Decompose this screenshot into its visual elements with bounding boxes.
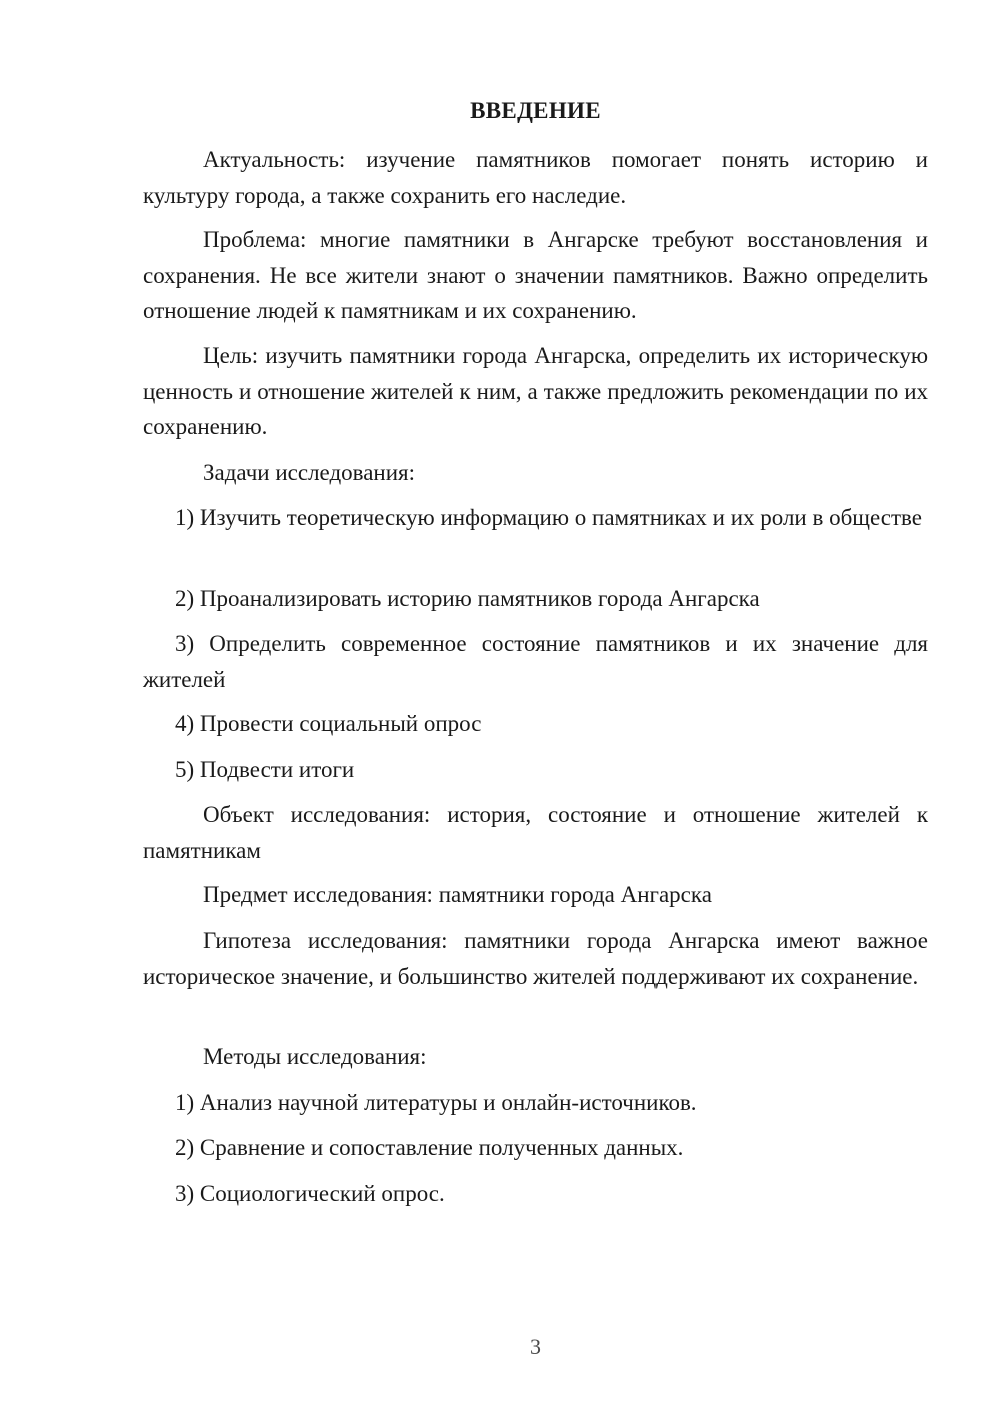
research-object-paragraph: Объект исследования: история, состояние и отношение жителей к памятникам: [143, 802, 928, 863]
document-page: [143, 0, 928, 1414]
task-item-3: 3) Определить современное состояние памятников и их значение для жителей: [143, 631, 928, 692]
task-item-1: 1) Изучить теоретическую информацию о памятниках и их роли в обществе: [175, 505, 922, 530]
page-number: 3: [530, 1334, 541, 1359]
relevance-paragraph: Актуальность: изучение памятников помогает понять историю и культуру города, а также сохранить его наследие.: [143, 147, 928, 208]
method-item-1: 1) Анализ научной литературы и онлайн-источников.: [175, 1090, 697, 1115]
methods-heading: Методы исследования:: [203, 1044, 427, 1069]
task-item-2: 2) Проанализировать историю памятников города Ангарска: [175, 586, 760, 611]
page-title: ВВЕДЕНИЕ: [470, 98, 601, 123]
task-item-5: 5) Подвести итоги: [175, 757, 355, 782]
problem-paragraph: Проблема: многие памятники в Ангарске требуют восстановления и сохранения. Не все жители знают о значении памятников. Важно определить отношение людей к памятникам и их сохранению.: [143, 227, 928, 323]
method-item-2: 2) Сравнение и сопоставление полученных данных.: [175, 1135, 684, 1160]
task-item-4: 4) Провести социальный опрос: [175, 711, 482, 736]
research-subject-paragraph: Предмет исследования: памятники города Ангарска: [203, 882, 712, 907]
method-item-3: 3) Социологический опрос.: [175, 1181, 445, 1206]
goal-paragraph: Цель: изучить памятники города Ангарска, определить их историческую ценность и отношение жителей к ним, а также предложить рекомендации по их сохранению.: [143, 343, 928, 439]
hypothesis-paragraph: Гипотеза исследования: памятники города Ангарска имеют важное историческое значение, и большинство жителей поддерживают их сохранение.: [143, 928, 928, 989]
tasks-heading: Задачи исследования:: [203, 460, 416, 485]
